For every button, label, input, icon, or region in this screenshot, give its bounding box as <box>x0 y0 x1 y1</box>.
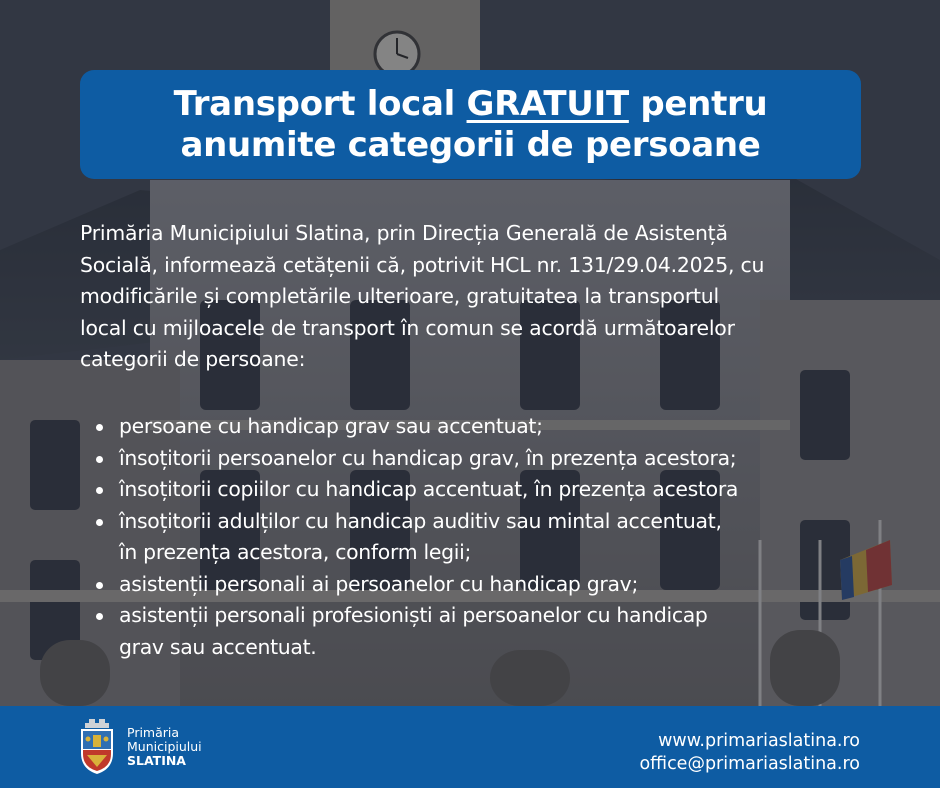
list-item <box>92 443 892 475</box>
intro-line: Socială, informează cetățenii că, potrivit HCL nr. 131/29.04.2025, cu <box>80 252 765 277</box>
slatina-coat-of-arms-icon <box>79 719 115 775</box>
eligibility-list <box>92 411 892 663</box>
bullet-dot-icon <box>96 613 103 620</box>
intro-line: local cu mijloacele de transport în comun se acordă următoarelor <box>80 315 735 340</box>
title-line-1 <box>174 84 768 125</box>
title-emphasis-gratuit: GRATUIT <box>466 83 629 124</box>
list-item <box>92 411 892 443</box>
list-item-text: persoane cu handicap grav sau accentuat; <box>119 414 543 438</box>
intro-line: categorii de persoane: <box>80 347 306 371</box>
list-item-text: însoțitorii adulților cu handicap auditiv sau mintal accentuat, <box>119 508 722 533</box>
bullet-dot-icon <box>96 424 103 431</box>
list-item-text: în prezența acestora, conform legii; <box>119 540 472 564</box>
bullet-dot-icon <box>96 582 103 589</box>
list-item-text: asistenții personali ai persoanelor cu handicap grav; <box>119 571 639 596</box>
list-item <box>92 600 892 663</box>
intro-paragraph <box>80 218 880 376</box>
list-item-text: grav sau accentuat. <box>119 634 317 659</box>
bullet-dot-icon <box>96 456 103 463</box>
logo-line: Municipiului <box>127 739 202 754</box>
list-item-text: însoțitorii persoanelor cu handicap grav, în prezența acestora; <box>119 445 737 470</box>
list-item <box>92 569 892 601</box>
institution-logo-text <box>127 726 202 768</box>
website-link[interactable]: www.primariaslatina.ro <box>658 731 860 751</box>
logo-line-city: SLATINA <box>127 753 186 768</box>
logo-line: Primăria <box>127 725 180 740</box>
list-item-text: asistenții personali profesioniști ai persoanelor cu handicap <box>119 603 708 627</box>
intro-line: modificările și completările ulterioare, gratuitatea la transportul <box>80 284 719 308</box>
bullet-dot-icon <box>96 487 103 494</box>
footer-bar <box>0 706 940 788</box>
title-text-after: pentru <box>628 83 768 124</box>
title-text-before: Transport local <box>173 83 467 124</box>
list-item <box>92 474 892 506</box>
title-line-2: anumite categorii de persoane <box>180 124 761 165</box>
intro-line: Primăria Municipiului Slatina, prin Direcția Generală de Asistență <box>80 221 728 245</box>
email-link[interactable]: office@primariaslatina.ro <box>639 754 860 774</box>
contact-info <box>639 730 860 776</box>
list-item <box>92 506 892 569</box>
bullet-dot-icon <box>96 519 103 526</box>
title-banner <box>80 70 861 179</box>
list-item-text: însoțitorii copiilor cu handicap accentuat, în prezența acestora <box>119 477 739 501</box>
